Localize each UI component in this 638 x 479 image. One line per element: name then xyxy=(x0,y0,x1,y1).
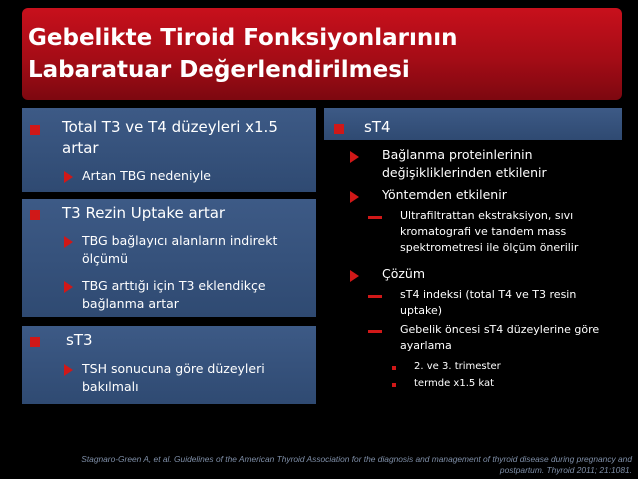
arrow-bullet-icon xyxy=(350,191,359,203)
dash-bullet-icon xyxy=(368,295,382,298)
sub-gebelik-oncesi: Gebelik öncesi sT4 düzeylerine göre ayarlama xyxy=(400,323,600,352)
small-square-bullet-icon xyxy=(392,383,396,387)
bullet-baglanma-proteinleri: Bağlanma proteinlerinin değişikliklerinden etkilenir xyxy=(382,147,547,180)
arrow-bullet-icon xyxy=(350,270,359,282)
heading-t3-resin-uptake: T3 Rezin Uptake artar xyxy=(62,204,226,222)
slide-title-line1: Gebelikte Tiroid Fonksiyonlarının xyxy=(28,25,458,51)
arrow-bullet-icon xyxy=(64,236,73,248)
heading-st3: sT3 xyxy=(66,331,93,349)
dash-bullet-icon xyxy=(368,330,382,333)
slide-title xyxy=(28,22,618,86)
sub-ultrafiltrattan: Ultrafiltrattan ekstraksiyon, sıvı kromatografi ve tandem mass spektrometresi ile ölçüm önerilir xyxy=(400,209,579,254)
square-bullet-icon xyxy=(30,125,40,135)
bullet-yontemden-etkilenir: Yöntemden etkilenir xyxy=(382,187,507,202)
arrow-bullet-icon xyxy=(64,281,73,293)
square-bullet-icon xyxy=(30,210,40,220)
bullet-cozum: Çözüm xyxy=(382,266,426,281)
citation-footer: Stagnaro-Green A, et al. Guidelines of the American Thyroid Association for the diagnosis and management of thyroid disease during pregnancy and postpartum. Thyroid 2011; 21:1081. xyxy=(81,454,632,475)
arrow-bullet-icon xyxy=(350,151,359,163)
bullet-tsh-sonucuna: TSH sonucuna göre düzeyleri bakılmalı xyxy=(82,361,265,394)
sub-sub-trimester: 2. ve 3. trimester xyxy=(414,361,501,372)
small-square-bullet-icon xyxy=(392,366,396,370)
bullet-tbg-baglayici: TBG bağlayıcı alanların indirekt ölçümü xyxy=(82,233,278,266)
arrow-bullet-icon xyxy=(64,364,73,376)
slide-title-line2: Labaratuar Değerlendirilmesi xyxy=(28,57,410,83)
square-bullet-icon xyxy=(30,337,40,347)
bullet-artan-tbg: Artan TBG nedeniyle xyxy=(82,168,211,183)
bullet-tbg-arttigi: TBG arttığı için T3 eklendikçe bağlanma artar xyxy=(82,278,266,311)
sub-sub-termde: termde x1.5 kat xyxy=(414,378,495,389)
heading-total-t3-t4: Total T3 ve T4 düzeyleri x1.5 artar xyxy=(62,118,278,157)
square-bullet-icon xyxy=(334,124,344,134)
heading-st4: sT4 xyxy=(364,118,391,136)
sub-st4-indeksi: sT4 indeksi (total T4 ve T3 resin uptake) xyxy=(400,288,577,317)
dash-bullet-icon xyxy=(368,216,382,219)
arrow-bullet-icon xyxy=(64,171,73,183)
